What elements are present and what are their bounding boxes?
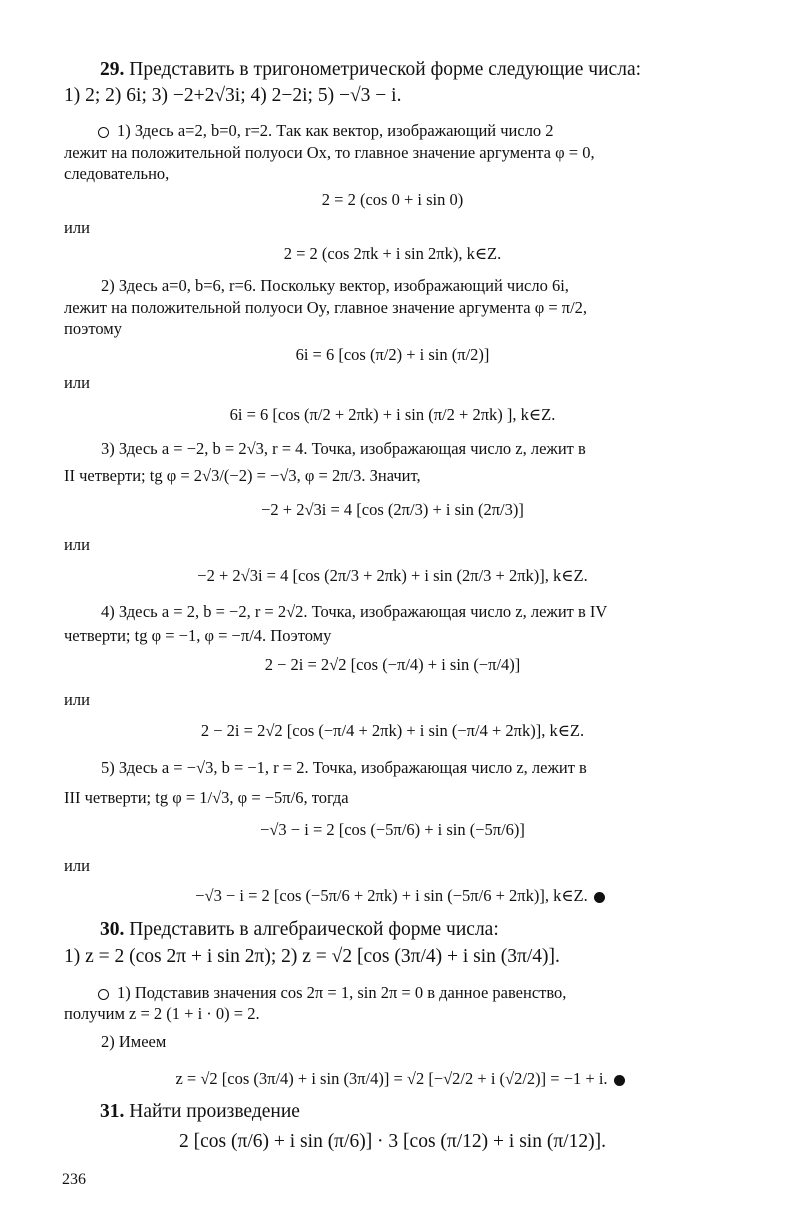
formula-29-2-b: 6i = 6 [cos (π/2 + 2πk) + i sin (π/2 + 2πk) ], k∈Z. <box>229 405 556 424</box>
solution-29-5-line-1: 5) Здесь a = −√3, b = −1, r = 2. Точка, изображающая число z, лежит в <box>101 758 587 777</box>
word-ili: или <box>64 690 90 709</box>
solution-29-4-line-2: четверти; tg φ = −1, φ = −π/4. Поэтому <box>64 626 332 645</box>
page-number: 236 <box>62 1171 86 1188</box>
formula-29-4-b: 2 − 2i = 2√2 [cos (−π/4 + 2πk) + i sin (−π/4 + 2πk)], k∈Z. <box>200 721 585 740</box>
word-ili: или <box>64 856 90 875</box>
problem-29-heading <box>100 58 641 82</box>
formula-29-5-a: −√3 − i = 2 [cos (−5π/6) + i sin (−5π/6)] <box>260 820 525 839</box>
problem-29-number: 29. <box>100 59 125 80</box>
solution-29-1-line-3: следовательно, <box>64 164 170 183</box>
formula-29-3-b: −2 + 2√3i = 4 [cos (2π/3 + 2πk) + i sin (2π/3 + 2πk)], k∈Z. <box>197 566 588 585</box>
solution-29-1-line-1: 1) Здесь a=2, b=0, r=2. Так как вектор, изображающий число 2 <box>98 121 554 141</box>
formula-30-2: z = √2 [cos (3π/4) + i sin (3π/4)] = √2 [−√2/2 + i (√2/2)] = −1 + i. <box>80 1069 720 1089</box>
formula-29-5-b: −√3 − i = 2 [cos (−5π/6 + 2πk) + i sin (−5π/6 + 2πk)], k∈Z. <box>80 886 720 906</box>
problem-29-list: 1) 2; 2) 6i; 3) −2+2√3i; 4) 2−2i; 5) −√3 − i. <box>64 85 402 106</box>
solution-start-icon <box>98 989 109 1000</box>
formula-29-4-a: 2 − 2i = 2√2 [cos (−π/4) + i sin (−π/4)] <box>264 655 521 674</box>
problem-29-title: Представить в тригонометрической форме следующие числа: <box>129 59 642 80</box>
solution-30-1-line-2: получим z = 2 (1 + i · 0) = 2. <box>64 1004 260 1023</box>
problem-30-heading <box>100 918 499 942</box>
problem-30-number: 30. <box>100 919 125 940</box>
problem-31-title: Найти произведение <box>129 1101 300 1122</box>
solution-29-3-line-1: 3) Здесь a = −2, b = 2√3, r = 4. Точка, изображающая число z, лежит в <box>101 439 586 458</box>
solution-29-2-line-3: поэтому <box>64 319 122 338</box>
formula-29-1-b: 2 = 2 (cos 2πk + i sin 2πk), k∈Z. <box>283 244 502 263</box>
word-ili: или <box>64 373 90 392</box>
solution-30-2-line-1: 2) Имеем <box>101 1032 167 1051</box>
solution-29-4-line-1: 4) Здесь a = 2, b = −2, r = 2√2. Точка, изображающая число z, лежит в IV <box>101 602 608 621</box>
solution-29-1-line-2: лежит на положительной полуоси Ox, то главное значение аргумента φ = 0, <box>64 143 595 162</box>
problem-30-list: 1) z = 2 (cos 2π + i sin 2π); 2) z = √2 [cos (3π/4) + i sin (3π/4)]. <box>64 946 560 967</box>
problem-31-heading <box>100 1100 300 1124</box>
formula-31: 2 [cos (π/6) + i sin (π/6)] · 3 [cos (π/12) + i sin (π/12)]. <box>179 1131 606 1152</box>
formula-29-2-a: 6i = 6 [cos (π/2) + i sin (π/2)] <box>295 345 490 364</box>
formula-29-1-a: 2 = 2 (cos 0 + i sin 0) <box>321 190 464 209</box>
solution-29-2-line-2: лежит на положительной полуоси Oy, главное значение аргумента φ = π/2, <box>64 298 588 317</box>
solution-29-5-line-2: III четверти; tg φ = 1/√3, φ = −5π/6, тогда <box>64 788 349 807</box>
solution-29-3-line-2: II четверти; tg φ = 2√3/(−2) = −√3, φ = 2π/3. Значит, <box>64 466 421 485</box>
word-ili: или <box>64 218 90 237</box>
problem-31-number: 31. <box>100 1101 125 1122</box>
problem-30-title: Представить в алгебраической форме числа: <box>129 919 499 940</box>
solution-end-icon <box>594 892 605 903</box>
solution-end-icon <box>614 1075 625 1086</box>
formula-29-3-a: −2 + 2√3i = 4 [cos (2π/3) + i sin (2π/3)] <box>261 500 524 519</box>
solution-start-icon <box>98 127 109 138</box>
solution-30-1-line-1: 1) Подставив значения cos 2π = 1, sin 2π = 0 в данное равенство, <box>98 983 566 1003</box>
word-ili: или <box>64 535 90 554</box>
solution-29-2-line-1: 2) Здесь a=0, b=6, r=6. Поскольку вектор, изображающий число 6i, <box>101 276 569 295</box>
